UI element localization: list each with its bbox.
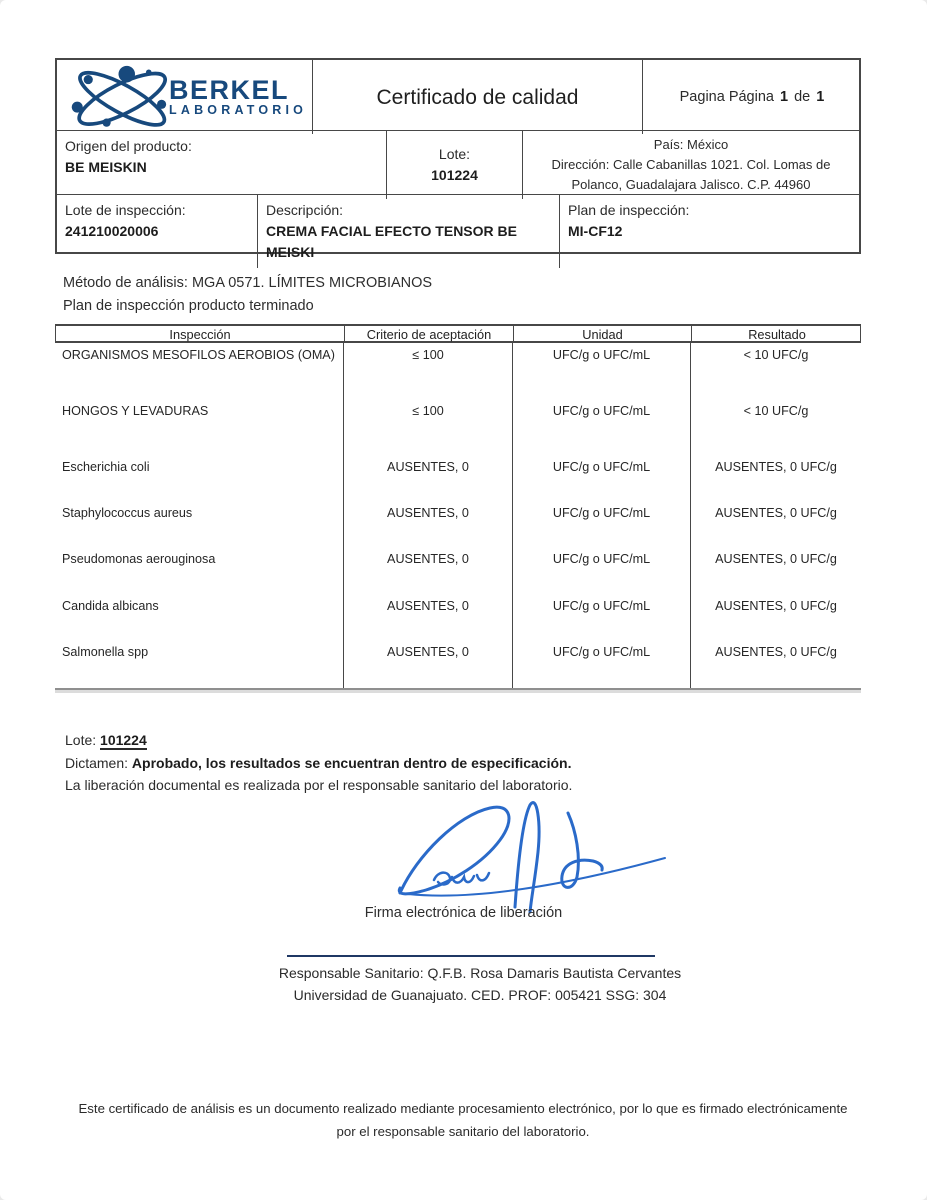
cell-criterio: ≤ 100 bbox=[344, 399, 513, 455]
responsable-sanitario: Responsable Sanitario: Q.F.B. Rosa Damaris Bautista Cervantes bbox=[278, 965, 682, 981]
metodo-analisis: Método de análisis: MGA 0571. LÍMITES MICROBIANOS bbox=[63, 275, 433, 291]
descripcion-value: CREMA FACIAL EFECTO TENSOR BE MEISKI bbox=[266, 223, 517, 260]
table-row bbox=[55, 501, 861, 547]
cell-unidad: UFC/g o UFC/mL bbox=[513, 547, 691, 594]
cell-unidad: UFC/g o UFC/mL bbox=[513, 501, 691, 547]
cell-inspeccion: Pseudomonas aerouginosa bbox=[55, 547, 344, 594]
lote-label: Lote: bbox=[438, 146, 471, 162]
firma-caption: Firma electrónica de liberación bbox=[364, 905, 563, 921]
pais-value: País: México bbox=[653, 137, 729, 152]
cell-inspeccion: Candida albicans bbox=[55, 594, 344, 640]
cell-inspeccion: Escherichia coli bbox=[55, 455, 344, 501]
cell-unidad: UFC/g o UFC/mL bbox=[513, 455, 691, 501]
page-total: 1 bbox=[816, 88, 825, 105]
conclusion-lote-label: Lote: bbox=[65, 732, 97, 748]
cell-criterio: ≤ 100 bbox=[344, 343, 513, 399]
plan-inspeccion-label: Plan de inspección: bbox=[568, 202, 690, 218]
cell-resultado: AUSENTES, 0 UFC/g bbox=[715, 599, 837, 613]
col-header-resultado: Resultado bbox=[748, 327, 806, 342]
cell-resultado: AUSENTES, 0 UFC/g bbox=[715, 552, 837, 566]
liberacion-line: La liberación documental es realizada por el responsable sanitario del laboratorio. bbox=[65, 777, 573, 793]
lote-cell bbox=[387, 131, 523, 199]
atom-logo-icon bbox=[65, 64, 183, 130]
origen-label: Origen del producto: bbox=[65, 138, 192, 154]
signature-rule bbox=[287, 955, 655, 957]
results-table bbox=[55, 324, 861, 690]
lote-value: 101224 bbox=[431, 167, 478, 183]
dictamen-line bbox=[65, 752, 572, 775]
cell-unidad: UFC/g o UFC/mL bbox=[513, 640, 691, 688]
cell-criterio: AUSENTES, 0 bbox=[344, 640, 513, 688]
cell-inspeccion: Salmonella spp bbox=[55, 640, 344, 688]
header-table bbox=[55, 58, 861, 260]
table-row bbox=[55, 399, 861, 455]
pais-cell bbox=[523, 131, 859, 199]
table-row bbox=[55, 455, 861, 501]
cell-unidad: UFC/g o UFC/mL bbox=[513, 594, 691, 640]
origen-cell bbox=[57, 131, 387, 199]
results-header-row bbox=[55, 324, 861, 343]
conclusion-lote-value: 101224 bbox=[100, 732, 147, 748]
conclusion-lote-line bbox=[65, 729, 572, 752]
col-header-criterio: Criterio de aceptación bbox=[345, 326, 514, 342]
dictamen-value: Aprobado, los resultados se encuentran dentro de especificación. bbox=[131, 754, 572, 771]
cell-resultado: < 10 UFC/g bbox=[743, 348, 809, 362]
cell-inspeccion: ORGANISMOS MESOFILOS AEROBIOS (OMA) bbox=[55, 343, 344, 399]
cell-unidad: UFC/g o UFC/mL bbox=[513, 399, 691, 455]
table-row bbox=[55, 640, 861, 688]
col-header-unidad: Unidad bbox=[514, 326, 692, 342]
col-header-inspeccion: Inspección bbox=[56, 326, 345, 342]
page-number: 1 bbox=[780, 88, 789, 105]
signature-ink-icon bbox=[372, 797, 682, 915]
lote-inspeccion-cell bbox=[57, 195, 258, 268]
cell-unidad: UFC/g o UFC/mL bbox=[513, 343, 691, 399]
direccion-value: Dirección: Calle Cabanillas 1021. Col. Lomas de Polanco, Guadalajara Jalisco. C.P. 44960 bbox=[551, 157, 831, 192]
cell-criterio: AUSENTES, 0 bbox=[344, 455, 513, 501]
descripcion-label: Descripción: bbox=[266, 202, 344, 218]
cell-criterio: AUSENTES, 0 bbox=[344, 547, 513, 594]
conclusion-block bbox=[65, 729, 572, 797]
header-row-2 bbox=[57, 131, 859, 195]
lote-inspeccion-label: Lote de inspección: bbox=[65, 202, 186, 218]
logo-brand: BERKEL bbox=[169, 74, 290, 105]
page-indicator bbox=[643, 60, 859, 134]
plan-producto-terminado: Plan de inspección producto terminado bbox=[63, 298, 314, 314]
cell-inspeccion: HONGOS Y LEVADURAS bbox=[55, 399, 344, 455]
table-row bbox=[55, 594, 861, 640]
footer-disclaimer: Este certificado de análisis es un documento realizado mediante procesamiento electrónico, por lo que es firmado electrónicamente por el responsable sanitario del laboratorio. bbox=[78, 1101, 848, 1139]
method-block bbox=[63, 272, 432, 318]
plan-inspeccion-value: MI-CF12 bbox=[568, 223, 623, 239]
lote-inspeccion-value: 241210020006 bbox=[65, 223, 159, 239]
cell-resultado: AUSENTES, 0 UFC/g bbox=[715, 460, 837, 474]
cell-resultado: < 10 UFC/g bbox=[743, 404, 809, 418]
responsable-block bbox=[33, 962, 927, 1006]
cell-inspeccion: Staphylococcus aureus bbox=[55, 501, 344, 547]
table-row bbox=[55, 547, 861, 594]
cell-resultado: AUSENTES, 0 UFC/g bbox=[715, 645, 837, 659]
universidad-cedula: Universidad de Guanajuato. CED. PROF: 005421 SSG: 304 bbox=[293, 987, 667, 1003]
origen-value: BE MEISKIN bbox=[65, 159, 147, 175]
cell-criterio: AUSENTES, 0 bbox=[344, 501, 513, 547]
dictamen-label: Dictamen: bbox=[65, 754, 129, 771]
logo-subtitle: LABORATORIO bbox=[169, 102, 308, 117]
page-label: Pagina Página bbox=[679, 88, 774, 105]
cell-resultado: AUSENTES, 0 UFC/g bbox=[715, 506, 837, 520]
header-row-1 bbox=[57, 60, 859, 131]
cell-criterio: AUSENTES, 0 bbox=[344, 594, 513, 640]
plan-inspeccion-cell bbox=[560, 195, 859, 268]
descripcion-cell bbox=[258, 195, 560, 268]
header-row-3 bbox=[57, 195, 859, 260]
page-of: de bbox=[794, 88, 811, 105]
logo-text bbox=[169, 74, 308, 118]
table-row bbox=[55, 343, 861, 399]
document-title: Certificado de calidad bbox=[313, 60, 643, 134]
logo bbox=[57, 60, 313, 134]
